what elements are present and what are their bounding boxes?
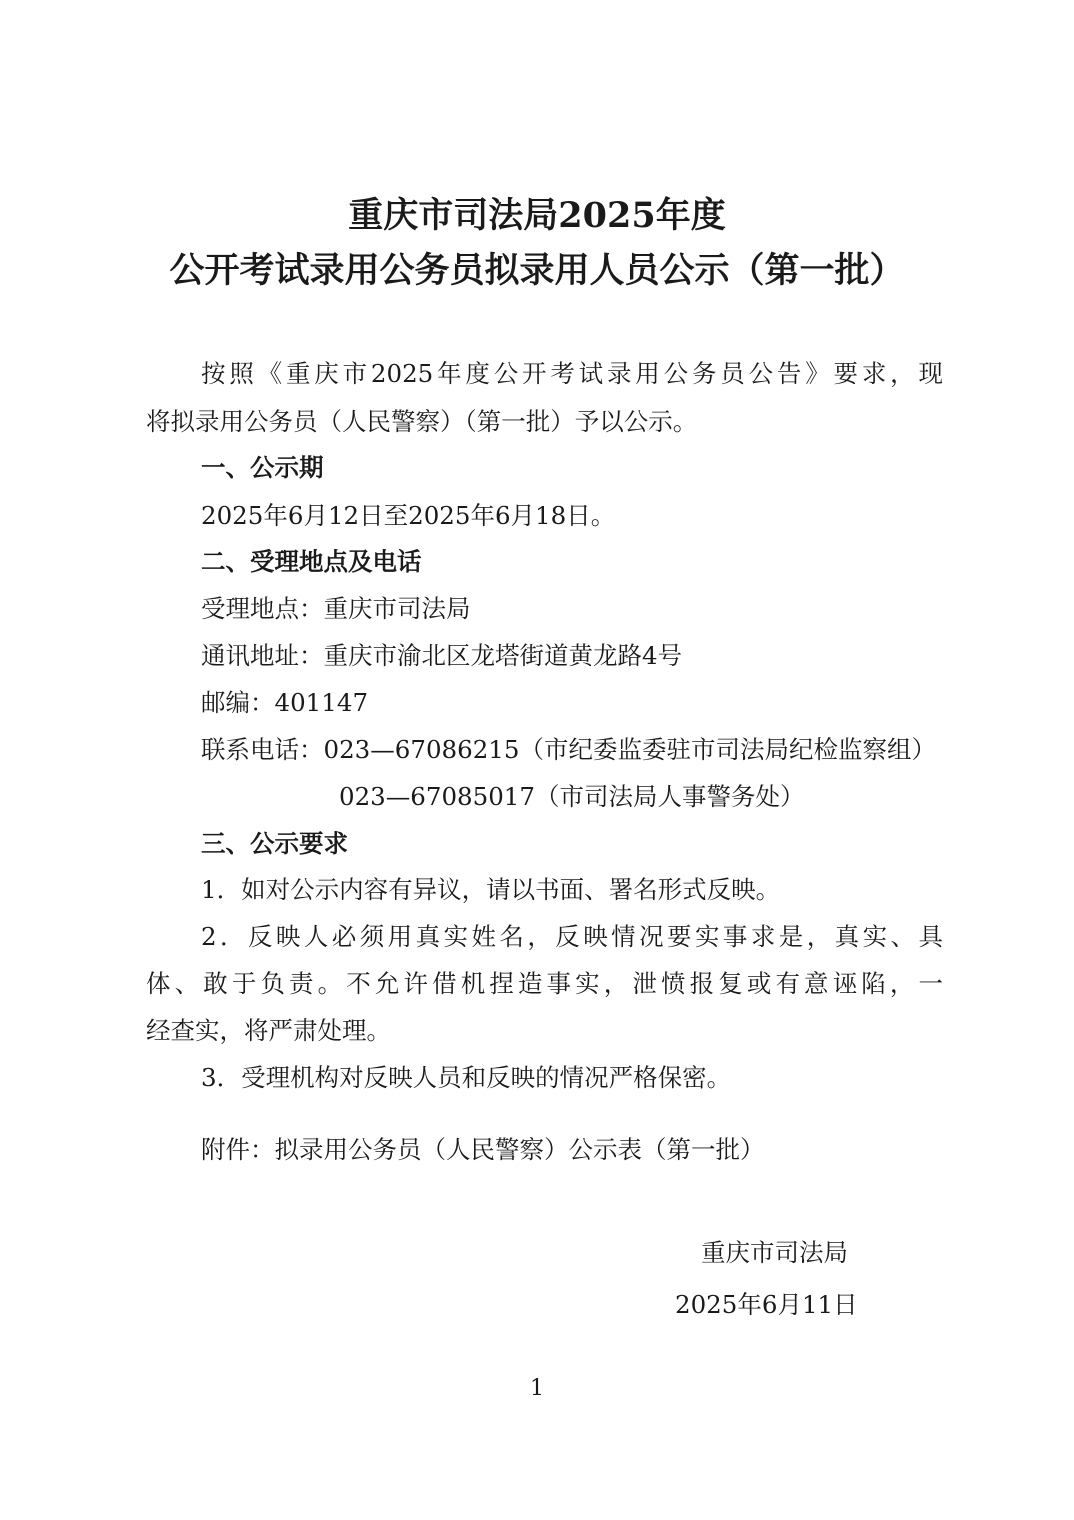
postcode: 邮编：401147 (201, 688, 369, 717)
contact-phone-2: 023—67085017（市司法局人事警务处） (339, 782, 805, 811)
acceptance-place: 受理地点：重庆市司法局 (201, 594, 471, 623)
publicity-period-text: 2025年6月12日至2025年6月18日。 (201, 501, 616, 530)
intro-line1: 按照《重庆市2025年度公开考试录用公务员公告》要求，现 (201, 359, 943, 388)
page-number: 1 (530, 1376, 544, 1401)
document-title-line2: 公开考试录用公务员拟录用人员公示（第一批） (169, 250, 905, 291)
section3-heading: 三、公示要求 (201, 829, 348, 858)
requirement-item-2-line2: 体、敢于负责。不允许借机捏造事实，泄愤报复或有意诬陷，一 (146, 969, 943, 998)
requirement-item-2-line3: 经查实，将严肃处理。 (146, 1016, 391, 1045)
section2-heading: 二、受理地点及电话 (201, 547, 422, 576)
mailing-address: 通讯地址：重庆市渝北区龙塔街道黄龙路4号 (201, 641, 683, 670)
contact-phone-1: 联系电话：023—67086215（市纪委监委驻市司法局纪检监察组） (201, 735, 936, 764)
section1-heading: 一、公示期 (201, 453, 324, 482)
requirement-item-3: 3．受理机构对反映人员和反映的情况严格保密。 (201, 1063, 732, 1092)
requirement-item-1: 1．如对公示内容有异议，请以书面、署名形式反映。 (201, 875, 781, 904)
signature-org: 重庆市司法局 (701, 1238, 848, 1267)
signature-date: 2025年6月11日 (675, 1290, 858, 1319)
attachment-note: 附件：拟录用公务员（人民警察）公示表（第一批） (201, 1135, 765, 1164)
document-title-line1: 重庆市司法局2025年度 (348, 195, 726, 236)
requirement-item-2-line1: 2．反映人必须用真实姓名，反映情况要实事求是，真实、具 (201, 922, 943, 951)
intro-line2: 将拟录用公务员（人民警察）（第一批）予以公示。 (146, 407, 698, 436)
